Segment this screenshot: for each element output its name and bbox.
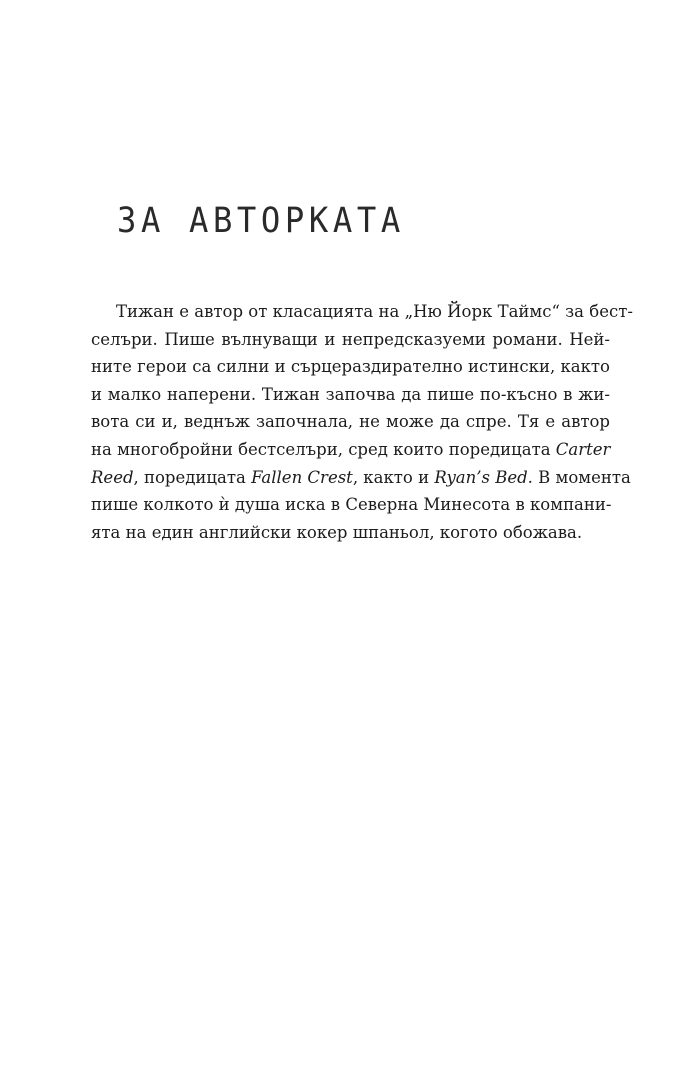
paragraph-line-3: ните герои са силни и сърцераздирателно истински, както xyxy=(91,357,610,377)
line-7-text-a: , поредицата xyxy=(133,467,252,487)
paragraph-line-5: вота си и, веднъж започнала, не може да спре. Тя е автор xyxy=(91,412,610,432)
line-6-text: на многобройни бестселъри, сред които поредицата xyxy=(91,439,556,459)
series-title-carter-reed-part2: Reed xyxy=(91,467,134,487)
book-title-ryans-bed: Ryan’s Bed xyxy=(434,467,528,487)
paragraph-line-4: и малко наперени. Тижан започва да пише по-късно в жи- xyxy=(91,384,610,404)
line-7-text-b: , както и xyxy=(352,467,435,487)
author-bio-paragraph xyxy=(91,298,633,546)
series-title-fallen-crest: Fallen Crest xyxy=(251,467,353,487)
paragraph-line-7 xyxy=(91,464,631,492)
paragraph-line-2: селъри. Пише вълнуващи и непредсказуеми романи. Ней- xyxy=(91,329,610,349)
paragraph-line-8: пише колкото ѝ душа иска в Северна Минесота в компани- xyxy=(91,495,612,515)
paragraph-line-6 xyxy=(91,436,610,464)
line-7-text-c: . В момента xyxy=(527,467,631,487)
series-title-carter-reed-part1: Carter xyxy=(555,439,611,459)
chapter-heading: ЗА АВТОРКАТА xyxy=(117,201,405,241)
paragraph-line-9: ята на един английски кокер шпаньол, когото обожава. xyxy=(91,522,583,542)
paragraph-line-1: Тижан е автор от класацията на „Ню Йорк Таймс“ за бест- xyxy=(116,302,633,321)
